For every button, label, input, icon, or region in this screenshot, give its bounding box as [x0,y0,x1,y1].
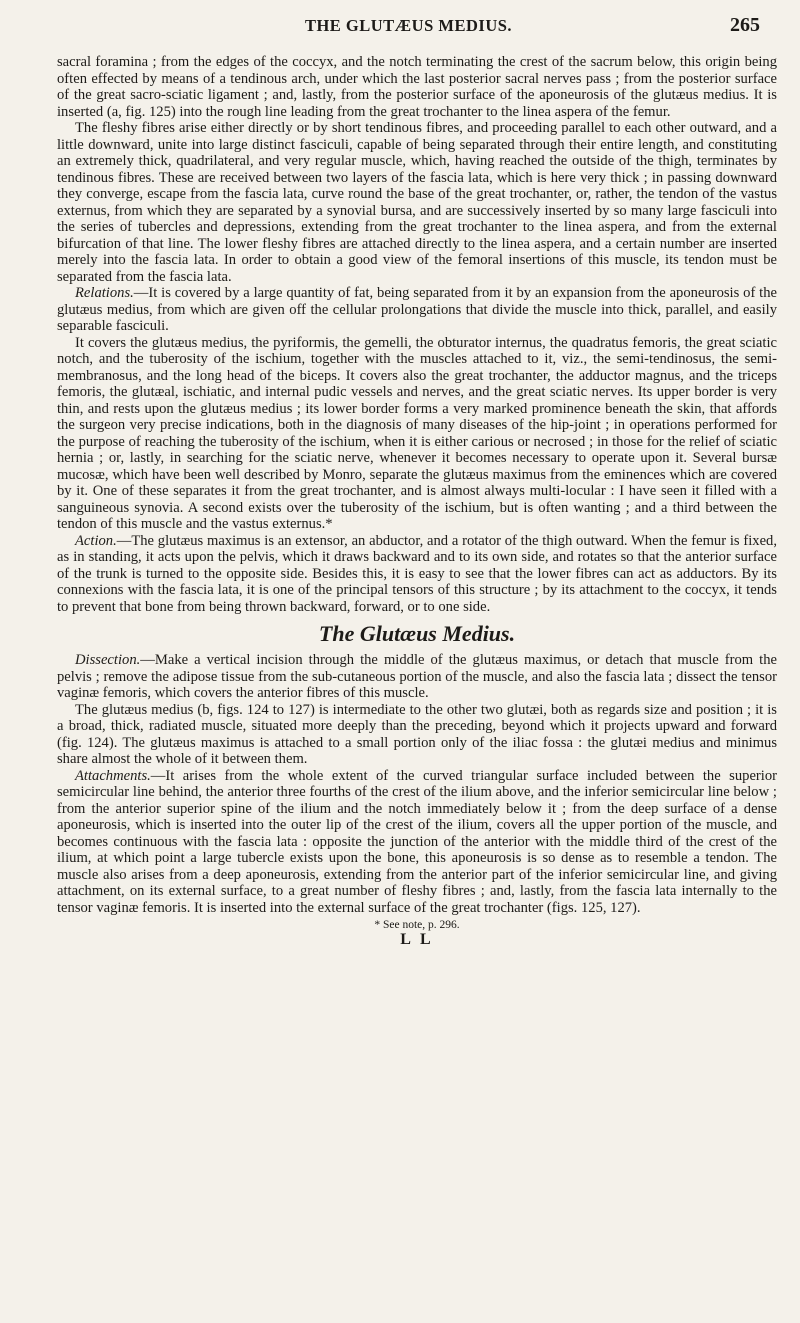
action-text: —The glutæus maximus is an extensor, an abductor, and a rotator of the thigh outward. When the femur is fixed, as in standing, it acts upon the pelvis, which it draws backward and to its own side, and rotates so that the anterior surface of the trunk is turned to the opposite side. Besides this, it is easy to see that the lower fibres can act as adductors. By its connexions with the fascia lata, it is one of the principal tensors of this structure ; by its attachment to the coccyx, it tends to prevent that bone from being thrown backward, forward, or to one side. [57,532,777,615]
page-number: 265 [730,14,760,36]
relations-text: —It is covered by a large quantity of fat, being separated from it by an expansion from the aponeurosis of the glutæus medius, from which are given off the cellular prolongations that divide the muscle into thick, parallel, and easily separable fasciculi. [57,285,777,334]
footnote: * See note, p. 296. [374,919,460,931]
relations-heading: Relations. [75,285,134,301]
attachments-text: —It arises from the whole extent of the curved triangular surface included between the superior semicircular line behind, the anterior three fourths of the crest of the ilium above, and the inferior semicircular line below ; from the anterior superior spine of the ilium and the notch immediately below it ; from the deep surface of a dense aponeurosis, which is inserted into the outer lip of the crest of the ilium, covers all the upper portion of the muscle, and becomes continuous with the fascia lata : opposite the junction of the anterior with the middle third of the crest of the ilium, at which point a large tubercle exists upon the bone, this aponeurosis is so dense as to resemble a tendon. The muscle also arises from a deep aponeurosis, extending from the anterior part of the inferior semicircular line, and giving attachment, on its external surface, to a great number of fleshy fibres ; and, lastly, from the fascia lata internally to the tensor vaginæ femoris. It is inserted into the external surface of the great trochanter (figs. 125, 127). [57,767,777,916]
paragraph-action [57,533,777,616]
section-title: The Glutæus Medius. [318,621,516,646]
paragraph-fleshy-fibres: The fleshy fibres arise either directly or by short tendinous fibres, and proceeding parallel to each other outward, and a little downward, unite into large distinct fasciculi, capable of being separated through their entire length, and constituting an extremely thick, quadrilateral, and very regular muscle, which, having reached the outside of the thigh, terminates by tendinous fibres. These are received between two layers of the fascia lata, which is here very thick ; in passing downward they converge, escape from the fascia lata, curve round the base of the great trochanter, or, rather, the tendon of the vastus externus, from which they are separated by a synovial bursa, and are successively inserted by so many large fasciculi into the series of tubercles and depressions, extending from the great trochanter to the linea aspera, and from the external bifurcation of that line. The lower fleshy fibres are attached directly to the linea aspera, and a certain number are inserted merely into the fascia lata. In order to obtain a good view of the femoral insertions of this muscle, its tendon must be separated from the fascia lata. [57,120,777,285]
paragraph-dissection [57,652,777,702]
paragraph-glutaeus-medius: The glutæus medius (b, figs. 124 to 127) is intermediate to the other two glutæi, both as regards size and position ; it is a broad, thick, radiated muscle, situated more deeply than the preceding, beyond which it projects upward and forward (fig. 124). The glutæus maximus is attached to a small portion only of the iliac fossa : the glutæi medius and minimus share almost the whole of it between them. [57,701,777,767]
attachments-heading: Attachments. [75,767,151,784]
dissection-text: —Make a vertical incision through the middle of the glutæus maximus, or detach that muscle from the pelvis ; remove the adipose tissue from the sub-cutaneous portion of the muscle, and also the fascia lata ; dissect the tensor vaginæ femoris, which covers the anterior fibres of this muscle. [57,652,777,701]
action-heading: Action. [75,532,117,549]
running-head [57,16,760,42]
paragraph-continuation: sacral foramina ; from the edges of the coccyx, and the notch terminating the crest of the sacrum below, this origin being often effected by means of a tendinous arch, under which the last posterior sacral nerves pass ; from the posterior surface of the great sacro-sciatic ligament ; and, lastly, from the posterior surface of the aponeurosis of the glutæus medius. It is inserted (a, fig. 125) into the rough line leading from the great trochanter to the linea aspera of the femur. [57,54,777,120]
signature-mark: L L [400,931,434,948]
dissection-heading: Dissection. [75,652,141,668]
body-text [57,54,777,948]
paragraph-attachments [57,768,777,917]
paragraph-covers: It covers the glutæus medius, the pyriformis, the gemelli, the obturator internus, the quadratus femoris, the great sciatic notch, and the tuberosity of the ischium, together with the muscles attached to it, viz., the semi-tendinosus, the semi-membranosus, and the long head of the biceps. It covers also the great trochanter, the adductor magnus, and the triceps femoris, the glutæal, ischiatic, and internal pudic vessels and nerves, and the great sciatic nerves. Its upper border is very thin, and rests upon the glutæus medius ; its lower border forms a very marked prominence beneath the skin, that affords the surgeon very precise indications, both in the diagnosis of many diseases of the hip-joint ; in operations performed for the purpose of reaching the tuberosity of the ischium, when it is either carious or necrosed ; in those for the relief of sciatic hernia ; or, lastly, in searching for the sciatic nerve, whenever it becomes necessary to operate upon it. Several bursæ mucosæ, which have been well described by Monro, separate the glutæus maximus from the eminences which are covered by it. One of these separates it from the great trochanter, and is almost always multi-locular : I have seen it filled with a sanguineous synovia. A second exists over the tuberosity of the ischium, but is often wanting ; and a third between the tendon of this muscle and the vastus externus.* [57,334,777,532]
paragraph-relations [57,285,777,335]
running-title: THE GLUTÆUS MEDIUS. [304,16,513,35]
